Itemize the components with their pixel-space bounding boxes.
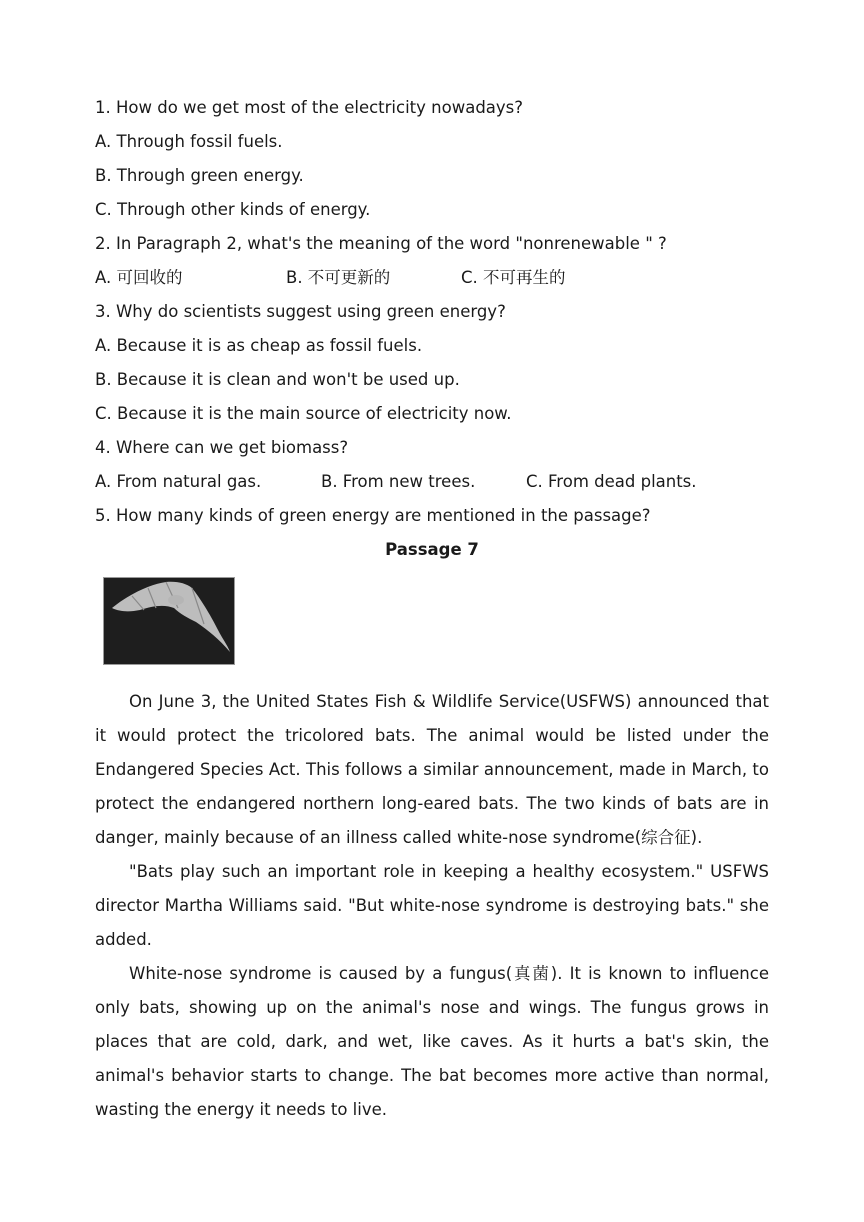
question-2: 2. In Paragraph 2, what's the meaning of the word "nonrenewable " ? [95, 234, 667, 253]
question-4-option-b: B. From new trees. [321, 472, 476, 491]
bat-illustration [104, 578, 234, 664]
question-3-option-c: C. Because it is the main source of electricity now. [95, 404, 512, 423]
question-1-option-a: A. Through fossil fuels. [95, 132, 283, 151]
question-4-options [95, 465, 769, 499]
document-content [95, 91, 769, 1127]
passage-paragraph-3: White-nose syndrome is caused by a fungus(真菌). It is known to influence only bats, showing up on the animal's nose and wings. The fungus grows in places that are cold, dark, and wet, like caves. As it hurts a bat's skin, the animal's behavior starts to change. The bat becomes more active than normal, wasting the energy it needs to live. [95, 964, 769, 1119]
question-2-option-a: A. 可回收的 [95, 268, 183, 287]
question-1-option-c: C. Through other kinds of energy. [95, 200, 371, 219]
passage-paragraph-1: On June 3, the United States Fish & Wildlife Service(USFWS) announced that it would protect the tricolored bats. The animal would be listed under the Endangered Species Act. This follows a similar announcement, made in March, to protect the endangered northern long-eared bats. The two kinds of bats are in danger, mainly because of an illness called white-nose syndrome(综合征). [95, 692, 769, 847]
question-4-option-a: A. From natural gas. [95, 472, 262, 491]
question-3: 3. Why do scientists suggest using green energy? [95, 302, 506, 321]
question-2-option-c: C. 不可再生的 [461, 268, 566, 287]
question-4-option-c: C. From dead plants. [526, 472, 697, 491]
question-4: 4. Where can we get biomass? [95, 438, 349, 457]
bat-image-row [95, 567, 769, 685]
question-2-option-b: B. 不可更新的 [286, 268, 391, 287]
bat-photo-image [103, 577, 235, 665]
question-5: 5. How many kinds of green energy are mentioned in the passage? [95, 506, 651, 525]
passage-title: Passage 7 [385, 540, 479, 559]
question-2-options [95, 261, 769, 295]
question-3-option-a: A. Because it is as cheap as fossil fuels. [95, 336, 423, 355]
question-3-option-b: B. Because it is clean and won't be used up. [95, 370, 460, 389]
question-1-option-b: B. Through green energy. [95, 166, 304, 185]
question-1: 1. How do we get most of the electricity nowadays? [95, 98, 524, 117]
passage-paragraph-2: "Bats play such an important role in keeping a healthy ecosystem." USFWS director Martha Williams said. "But white-nose syndrome is destroying bats." she added. [95, 862, 769, 949]
